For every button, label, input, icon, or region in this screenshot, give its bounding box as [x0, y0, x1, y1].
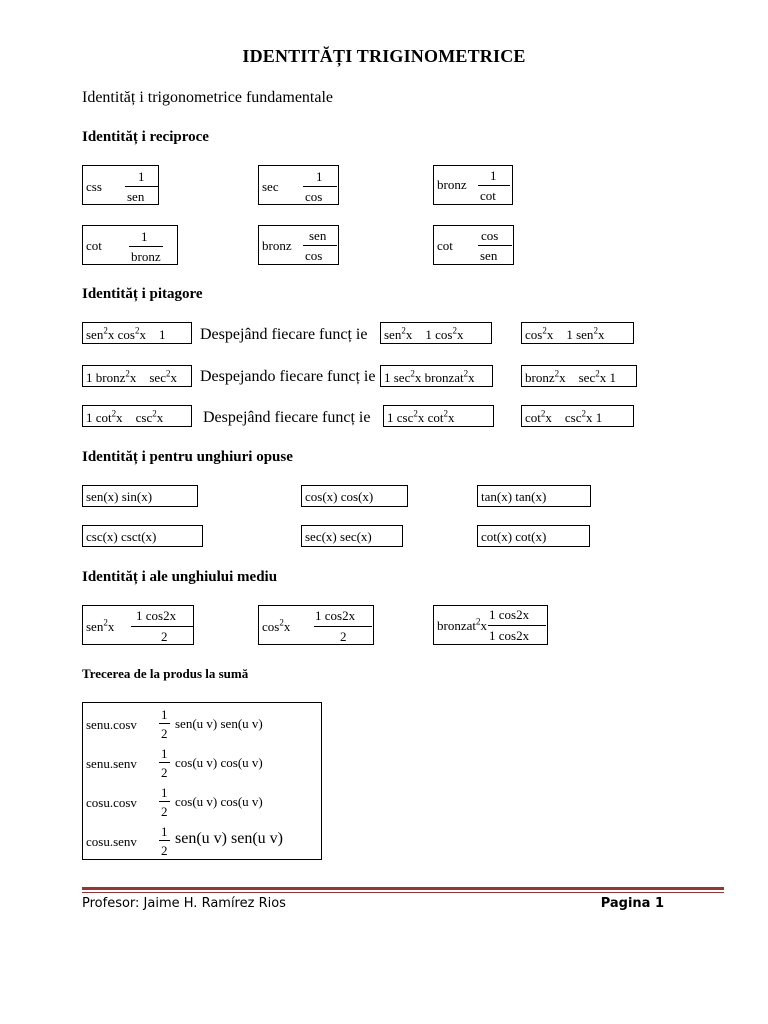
- section-heading-pitagore: Identităț i pitagore: [82, 286, 203, 302]
- formula-box-reciprocal-3: [433, 165, 513, 205]
- formula-denominator: cos: [305, 189, 323, 204]
- formula-box-produs: senu.cosv 1 2 sen(u v) sen(u v) senu.senv 1 2 cos(u v) cos(u v) cosu.cosv 1 2 cos(u v) cos(u v) cosu.senv 1 2 sen(u v) sen(u v): [82, 702, 322, 860]
- formula-denominator: cos: [305, 248, 323, 263]
- formula-box-reciprocal-6: [433, 225, 514, 265]
- formula-box-pitagore-3c: $\cot^2x$ $\csc^2x$ 1: [521, 405, 634, 427]
- footer-page-number: Pagina 1: [600, 896, 664, 911]
- formula-numerator: cos: [481, 228, 499, 243]
- formula-numerator: 1: [490, 168, 497, 183]
- formula-numerator: 1 cos2x: [315, 608, 356, 623]
- formula-box-pitagore-3b: 1 $\csc^2x$ $\cot^2x$: [383, 405, 494, 427]
- formula-text: sen(x) sin(x): [86, 489, 153, 504]
- formula-box-reciprocal-2: [258, 165, 339, 205]
- formula-box-mediu-3: bronzat$^2$x 1 cos2x 1 cos2x: [433, 605, 548, 645]
- formula-box-opuse-1: [82, 485, 198, 507]
- formula-text: csc(x) csct(x): [86, 529, 157, 544]
- section-heading-produs: Trecerea de la produs la sumă: [82, 666, 249, 681]
- formula-box-opuse-5: [301, 525, 403, 547]
- formula-box-pitagore-2b: 1 $\sec^2x$ bronzat$^2$x: [380, 365, 493, 387]
- formula-box-pitagore-2c: bronz$^2$x $\sec^2x$ 1: [521, 365, 637, 387]
- formula-denominator: sen: [480, 248, 498, 263]
- formula-numerator: 1 cos2x: [136, 608, 177, 623]
- footer-rule-thin: [82, 892, 724, 893]
- page-subtitle: Identităț i trigonometrice fundamentale: [82, 89, 334, 106]
- formula-lhs: sec: [262, 179, 305, 194]
- formula-lhs: cot: [437, 238, 479, 253]
- formula-box-pitagore-1a: sen$^2$x $\cos^2x$ 1: [82, 322, 192, 344]
- formula-numerator: 1: [138, 169, 145, 184]
- formula-box-reciprocal-1: [82, 165, 159, 205]
- formula-box-opuse-3: [477, 485, 591, 507]
- formula-denominator: sen: [127, 189, 145, 204]
- pitagore-note-2: Despejando fiecare funcț ie: [200, 368, 376, 385]
- pitagore-note-1: Despejând fiecare funcț ie: [200, 326, 368, 343]
- formula-numerator: sen: [309, 228, 327, 243]
- formula-lhs: bronz: [437, 177, 493, 192]
- formula-lhs: css: [86, 179, 128, 194]
- formula-denominator: cot: [480, 188, 496, 203]
- formula-text: cot(x) cot(x): [481, 529, 547, 544]
- formula-box-reciprocal-4: [82, 225, 178, 265]
- formula-denominator: bronz: [131, 249, 161, 264]
- formula-box-pitagore-2a: 1 bronz$^2$x $\sec^2x$: [82, 365, 192, 387]
- formula-box-mediu-1: sen$^2$x 1 cos2x 2: [82, 605, 194, 645]
- formula-text: cos(x) cos(x): [305, 489, 374, 504]
- footer-rule-thick: [82, 887, 724, 890]
- footer-author: Profesor: Jaime H. Ramírez Rios: [82, 896, 286, 911]
- section-heading-mediu: Identităț i ale unghiului mediu: [82, 569, 278, 585]
- section-heading-opuse: Identităț i pentru unghiuri opuse: [82, 449, 293, 465]
- formula-text: tan(x) tan(x): [481, 489, 547, 504]
- formula-denominator: 2: [340, 629, 347, 644]
- formula-numerator: 1: [316, 169, 323, 184]
- formula-box-mediu-2: $\cos^2x$ 1 cos2x 2: [258, 605, 374, 645]
- formula-box-reciprocal-5: [258, 225, 339, 265]
- formula-box-opuse-6: [477, 525, 590, 547]
- formula-numerator: 1 cos2x: [489, 607, 530, 622]
- formula-denominator: 1 cos2x: [489, 628, 530, 643]
- formula-text: sec(x) sec(x): [305, 529, 372, 544]
- page-title: IDENTITĂȚI TRIGINOMETRICE: [242, 46, 526, 66]
- formula-box-pitagore-3a: 1 $\cot^2x$ $\csc^2x$: [82, 405, 192, 427]
- formula-lhs: bronz: [262, 238, 318, 253]
- section-heading-reciproce: Identităț i reciproce: [82, 129, 209, 145]
- formula-box-pitagore-1c: $\cos^2x$ 1 sen$^2$x: [521, 322, 634, 344]
- formula-box-opuse-4: [82, 525, 203, 547]
- formula-box-pitagore-1b: sen$^2$x 1 $\cos^2x$: [380, 322, 492, 344]
- formula-box-opuse-2: [301, 485, 408, 507]
- formula-denominator: 2: [161, 629, 168, 644]
- formula-lhs: cot: [86, 238, 128, 253]
- formula-numerator: 1: [141, 229, 148, 244]
- pitagore-note-3: Despejând fiecare funcț ie: [203, 409, 371, 426]
